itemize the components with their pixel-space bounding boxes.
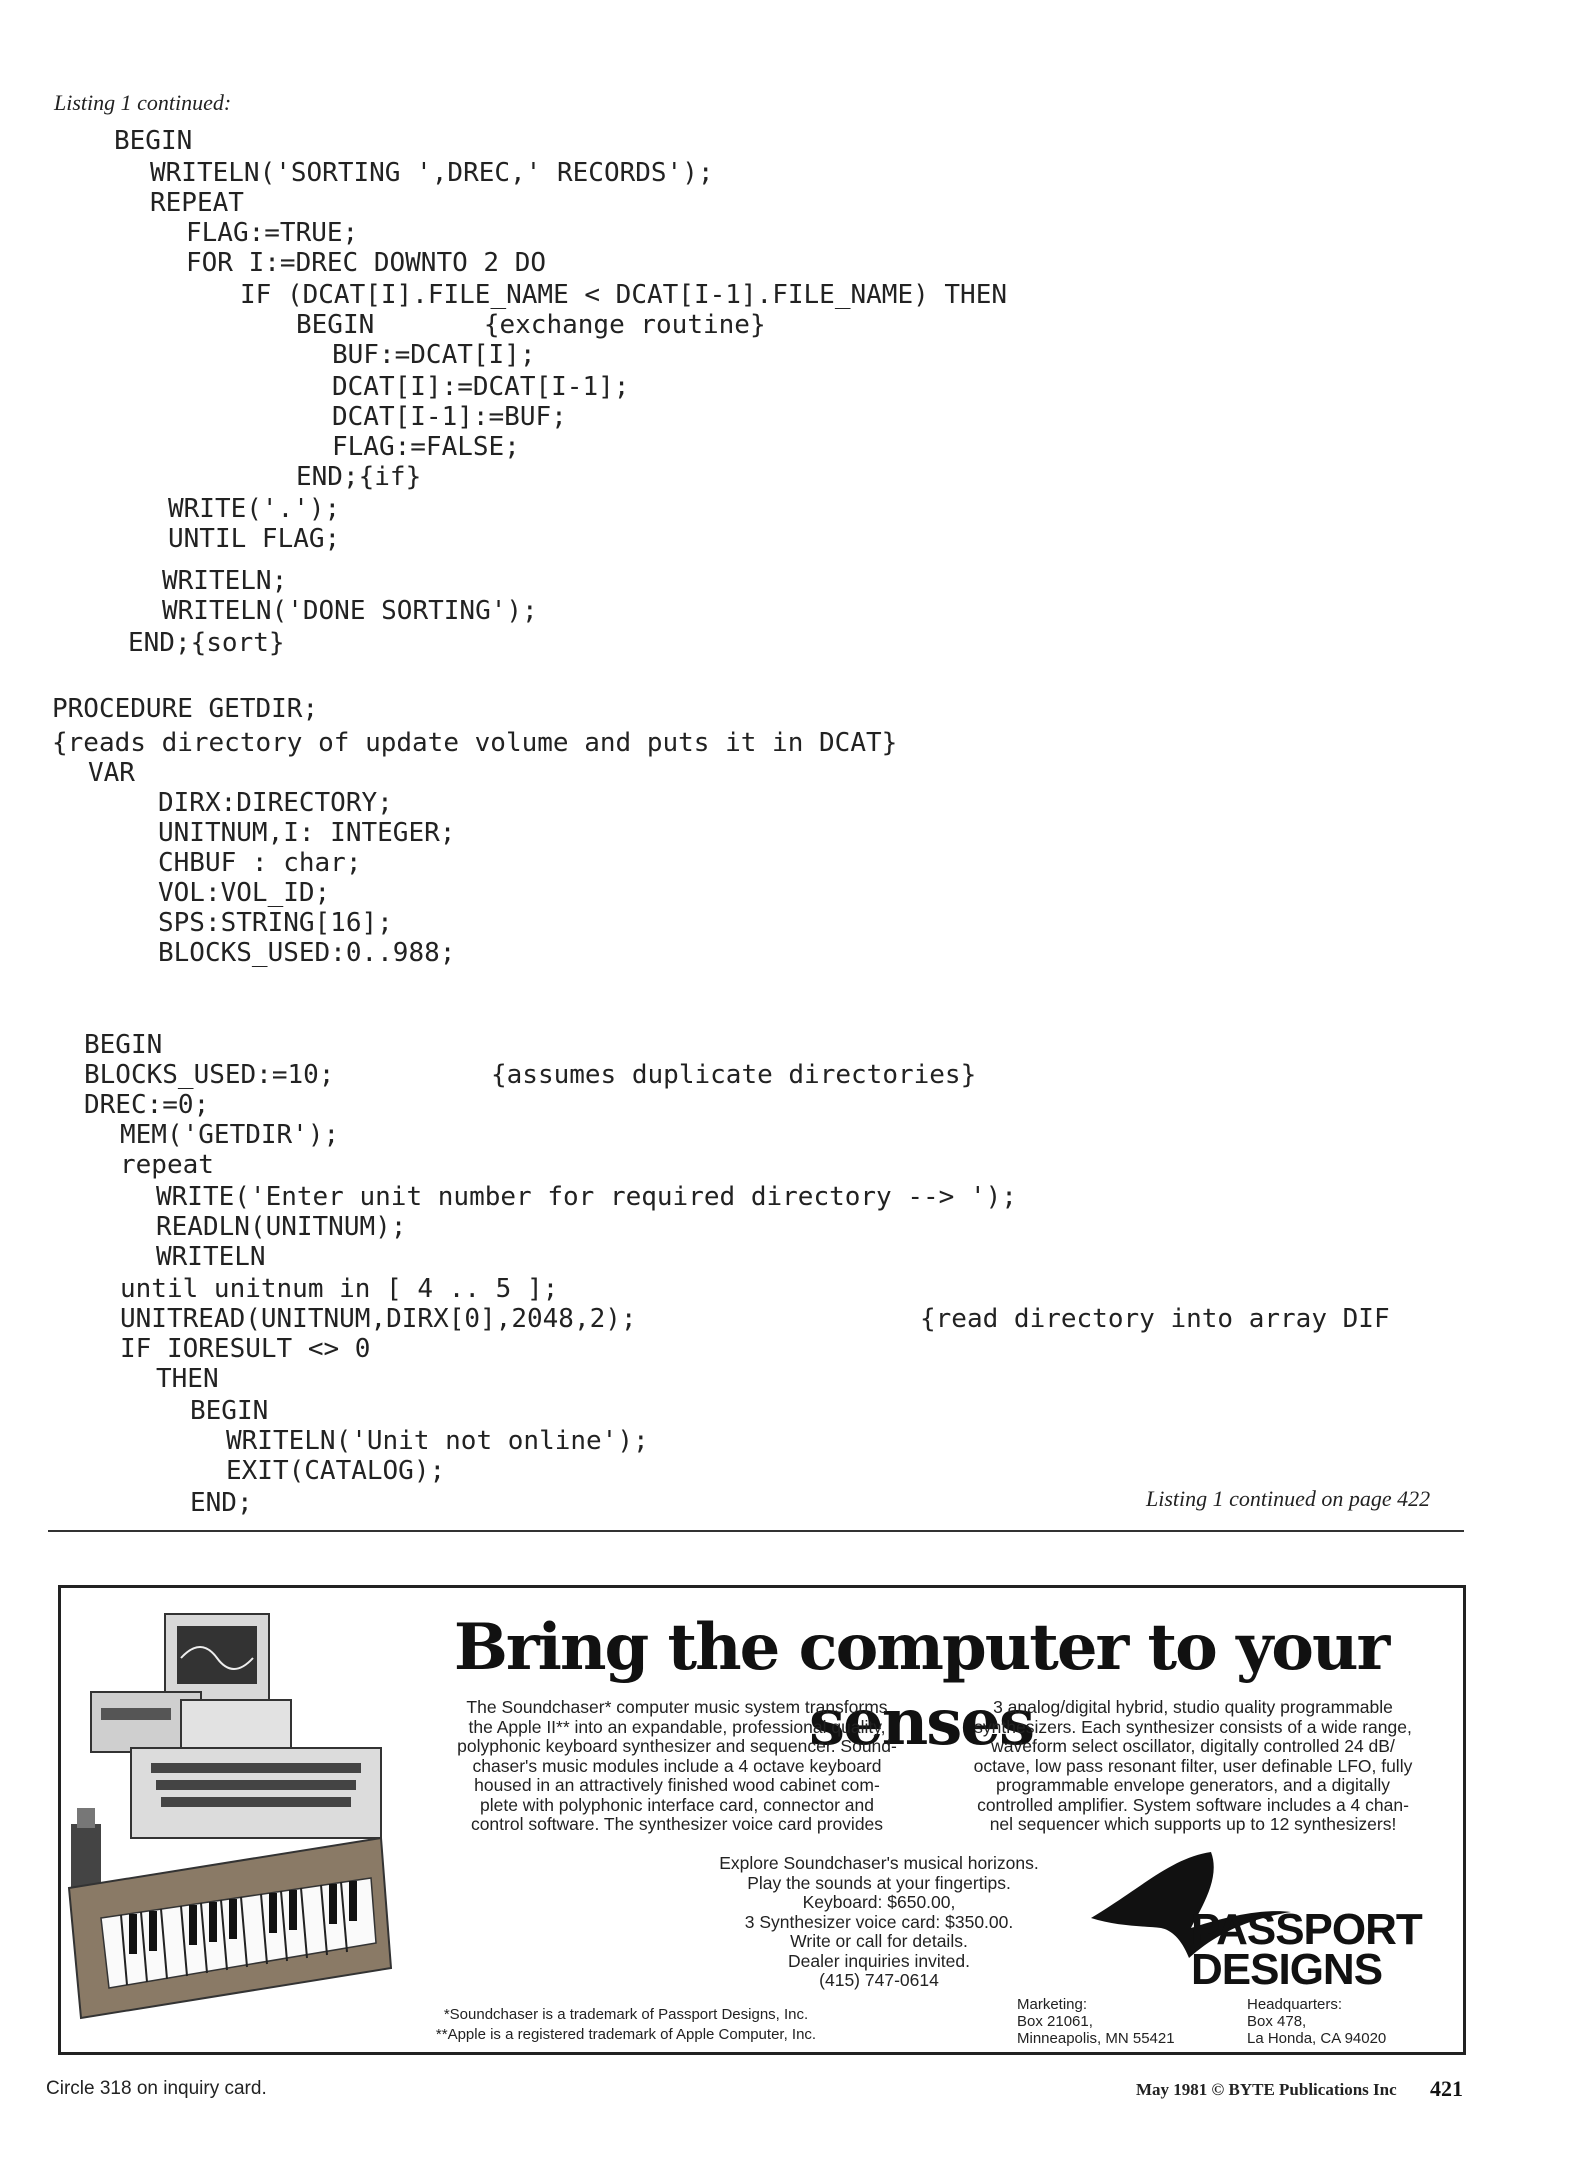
code-line: DREC:=0;: [84, 1090, 210, 1120]
code-line: VOL:VOL_ID;: [158, 878, 331, 908]
code-line: WRITELN('DONE SORTING');: [162, 596, 538, 626]
code-line: until unitnum in [ 4 .. 5 ];: [120, 1274, 559, 1304]
address-line: Box 21061,: [1017, 2013, 1093, 2030]
ad-body-line: housed in an attractively finished wood cabinet com-: [474, 1775, 880, 1795]
code-line: BEGIN: [190, 1396, 269, 1426]
offer-line: Explore Soundchaser's musical horizons.: [719, 1853, 1039, 1873]
ad-body-line: nel sequencer which supports up to 12 synthesizers!: [989, 1814, 1397, 1834]
code-line: WRITELN;: [162, 566, 288, 596]
code-line: WRITELN('Unit not online');: [226, 1426, 649, 1456]
logo-wordmark-line: PASSPORT: [1191, 1905, 1422, 1954]
ad-body-line: the Apple II** into an expandable, professional quality,: [468, 1716, 886, 1737]
code-line: BUF:=DCAT[I];: [332, 340, 536, 370]
ad-body-line: The Soundchaser* computer music system transforms: [466, 1697, 888, 1717]
ad-body-line: 3 analog/digital hybrid, studio quality programmable: [993, 1697, 1393, 1717]
listing-continued-caption: Listing 1 continued:: [54, 90, 232, 115]
advertisement: [58, 1585, 1466, 2055]
address-label: Marketing:: [1017, 1996, 1088, 2013]
code-line: FLAG:=FALSE;: [332, 432, 520, 462]
code-line: SPS:STRING[16];: [158, 908, 393, 938]
code-line: UNITNUM,I: INTEGER;: [158, 818, 456, 848]
ad-body-line: polyphonic keyboard synthesizer and sequencer. Sound-: [457, 1736, 897, 1756]
code-line: END;: [190, 1488, 253, 1518]
inquiry-card-note: Circle 318 on inquiry card.: [46, 2078, 267, 2099]
code-line: DCAT[I]:=DCAT[I-1];: [332, 372, 630, 402]
section-divider: [48, 1530, 1464, 1532]
ad-body-left: [397, 1698, 957, 1835]
marketing-address: [1017, 1996, 1175, 2047]
logo-wordmark-line: DESIGNS: [1191, 1945, 1383, 1994]
code-line: WRITE('Enter unit number for required directory --> ');: [156, 1182, 1017, 1212]
code-line: FLAG:=TRUE;: [186, 218, 359, 248]
code-line: EXIT(CATALOG);: [226, 1456, 446, 1486]
code-line: {read directory into array DIF: [920, 1304, 1390, 1334]
code-line: FOR I:=DREC DOWNTO 2 DO: [186, 248, 547, 278]
offer-line: (415) 747-0614: [819, 1970, 939, 1990]
address-label: Headquarters:: [1247, 1996, 1343, 2013]
synthesizer-illustration: [61, 1588, 401, 2046]
offer-line: Dealer inquiries invited.: [788, 1950, 970, 1971]
trademark-footnote: *Soundchaser is a trademark of Passport Designs, Inc.: [443, 2006, 809, 2023]
code-line: BEGIN {exchange routine}: [296, 310, 766, 340]
code-line: END;{sort}: [128, 628, 285, 658]
code-line: BLOCKS_USED:0..988;: [158, 938, 456, 968]
code-line: WRITELN('SORTING ',DREC,' RECORDS');: [150, 158, 714, 188]
code-line: PROCEDURE GETDIR;: [52, 694, 319, 724]
ad-body-line: chaser's music modules include a 4 octave keyboard: [472, 1755, 882, 1776]
code-line: WRITELN: [156, 1242, 266, 1272]
code-line: BEGIN: [84, 1030, 163, 1060]
address-line: La Honda, CA 94020: [1247, 2030, 1387, 2047]
ad-body-line: controlled amplifier. System software includes a 4 chan-: [977, 1794, 1409, 1815]
code-line: {reads directory of update volume and puts it in DCAT}: [52, 728, 898, 758]
issue-line: May 1981 © BYTE Publications Inc: [1136, 2080, 1397, 2099]
code-line: DCAT[I-1]:=BUF;: [332, 402, 567, 432]
code-line: WRITE('.');: [168, 494, 341, 524]
offer-line: Keyboard: $650.00,: [802, 1892, 956, 1912]
code-line: READLN(UNITNUM);: [156, 1212, 407, 1242]
ad-body-line: plete with polyphonic interface card, connector and: [480, 1794, 874, 1815]
code-line: IF IORESULT <> 0: [120, 1334, 371, 1364]
code-line: BLOCKS_USED:=10; {assumes duplicate directories}: [84, 1060, 977, 1090]
code-line: VAR: [88, 758, 135, 788]
headquarters-address: [1247, 1996, 1386, 2047]
ad-body-line: control software. The synthesizer voice card provides: [470, 1814, 884, 1834]
page-number: 421: [1430, 2076, 1463, 2101]
address-line: Box 478,: [1247, 2013, 1307, 2030]
ad-body-line: synthesizers. Each synthesizer consists of a wide range,: [974, 1716, 1412, 1737]
offer-line: 3 Synthesizer voice card: $350.00.: [744, 1911, 1014, 1932]
code-line: BEGIN: [114, 126, 193, 156]
code-line: UNTIL FLAG;: [168, 524, 341, 554]
offer-line: Play the sounds at your fingertips.: [747, 1872, 1011, 1893]
ad-body-line: programmable envelope generators, and a digitally: [996, 1775, 1390, 1795]
code-line: REPEAT: [150, 188, 244, 218]
code-line: DIRX:DIRECTORY;: [158, 788, 393, 818]
code-line: END;{if}: [296, 462, 422, 492]
ad-body-line: octave, low pass resonant filter, user definable LFO, fully: [973, 1755, 1413, 1776]
address-line: Minneapolis, MN 55421: [1017, 2030, 1175, 2047]
code-line: UNITREAD(UNITNUM,DIRX[0],2048,2);: [120, 1304, 637, 1334]
listing-continued-on-caption: Listing 1 continued on page 422: [1146, 1486, 1431, 1511]
code-line: IF (DCAT[I].FILE_NAME < DCAT[I-1].FILE_NAME) THEN: [240, 280, 1008, 310]
ad-body-line: waveform select oscillator, digitally controlled 24 dB/: [991, 1736, 1395, 1756]
code-line: MEM('GETDIR');: [120, 1120, 340, 1150]
code-line: CHBUF : char;: [158, 848, 362, 878]
trademark-footnote: **Apple is a registered trademark of Apple Computer, Inc.: [435, 2026, 817, 2043]
code-line: repeat: [120, 1150, 214, 1180]
ad-headline: Bring the computer to your senses: [453, 1610, 1389, 1760]
offer-line: Write or call for details.: [790, 1931, 968, 1951]
code-line: THEN: [156, 1364, 219, 1394]
ad-body-right: [933, 1698, 1453, 1835]
